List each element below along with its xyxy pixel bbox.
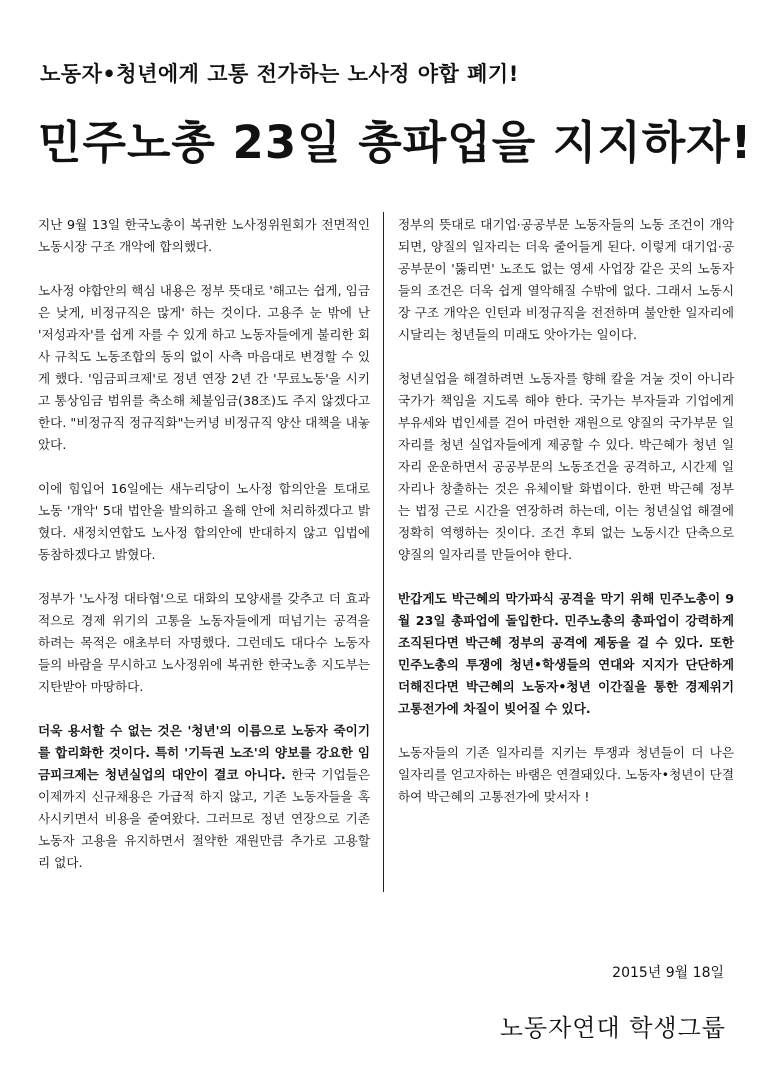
paragraph: 정부의 뜻대로 대기업·공공부문 노동자들의 노동 조건이 개악되면, 양질의 일자리는 더욱 줄어들게 된다. 이렇게 대기업·공공부문이 '뚫리면' 노조도 없는 영세 사업장 같은 곳의 노동자들의 조건은 더욱 쉽게 열악해질 수밖에 없다. 그래서 노동시장 구조 개악은 인턴과 비정규직을 전전하며 불안한 일자리에 시달리는 청년들의 미래도 앗아가는 일이다.	[398, 217, 734, 342]
bold-text: 더욱 용서할 수 없는 것은 '청년'의 이름으로 노동자 죽이기를 합리화한 것이다. 특히 '기득권 노조'의 양보를 강요한 임금피크제는 청년실업의 대안이 결코 아니다.	[38, 723, 370, 782]
paragraph	[38, 720, 370, 874]
paragraph: 노동자들의 기존 일자리를 지키는 투쟁과 청년들이 더 나은 일자리를 얻고자하는 바램은 연결돼있다. 노동자•청년이 단결하여 박근혜의 고통전가에 맞서자 !	[398, 745, 734, 804]
paragraph: 청년실업을 해결하려면 노동자를 향해 칼을 겨눌 것이 아니라 국가가 책임을 지도록 해야 한다. 국가는 부자들과 기업에게 부유세와 법인세를 걷어 마련한 재원으로 양질의 국가부문 일자리를 청년 실업자들에게 제공할 수 있다. 박근혜가 청년 일자리 운운하면서 공공부문의 노동조건을 공격하고, 시간제 일자리나 창출하는 것은 유체이탈 화법이다. 한편 박근혜 정부는 법정 근로 시간을 연장하려 하는데, 이는 청년실업 해결에 정확히 역행하는 짓이다. 조건 후퇴 없는 노동시간 단축으로 양질의 일자리를 만들어야 한다.	[398, 371, 734, 562]
paragraph: 정부가 '노사정 대타협'으로 대화의 모양새를 갖추고 더 효과적으로 경제 위기의 고통을 노동자들에게 떠넘기는 공격을 하려는 목적은 애초부터 자명했다. 그런데도 대다수 노동자들의 바람을 무시하고 노사정위에 복귀한 한국노총 지도부는 지탄받아 마땅하다.	[38, 591, 370, 694]
column-divider	[383, 212, 384, 892]
left-column	[38, 214, 370, 896]
paragraph: 노사정 야합안의 핵심 내용은 정부 뜻대로 '해고는 쉽게, 임금은 낮게, 비정규직은 많게' 하는 것이다. 고용주 눈 밖에 난 '저성과자'를 쉽게 자를 수 있게 하고 노동자들에게 불리한 회사 규칙도 노동조합의 동의 없이 사측 마음대로 변경할 수 있게 했다. '임금피크제'로 정년 연장 2년 간 '무료노동'을 시키고 통상임금 범위를 축소해 체불임금(38조)도 주지 않겠다고 한다. "비정규직 정규직화"는커녕 비정규직 양산 대책을 내놓았다.	[38, 283, 370, 452]
right-column	[398, 214, 734, 830]
paragraph: 이에 힘입어 16일에는 새누리당이 노사정 합의안을 토대로 노동 '개악' 5대 법안을 발의하고 올해 안에 처리하겠다고 밝혔다. 새정치연합도 노사정 합의안에 반대하지 않고 입법에 동참하겠다고 밝혔다.	[38, 481, 370, 562]
signature: 노동자연대 학생그룹	[499, 1014, 726, 1042]
paragraph: 반갑게도 박근혜의 막가파식 공격을 막기 위해 민주노총이 9월 23일 총파업에 돌입한다. 민주노총의 총파업이 강력하게 조직된다면 박근혜 정부의 공격에 제동을 걸 수 있다. 또한 민주노총의 투쟁에 청년•학생들의 연대와 지지가 단단하게 더해진다면 박근혜의 노동자•청년 이간질을 통한 경제위기 고통전가에 차질이 빚어질 수 있다.	[398, 591, 734, 716]
page-title: 민주노총 23일 총파업을 지지하자!	[38, 116, 753, 169]
subtitle: 노동자•청년에게 고통 전가하는 노사정 야합 폐기!	[40, 62, 519, 86]
paragraph-text: 한국 기업들은 이제까지 신규채용은 가급적 하지 않고, 기존 노동자들을 혹사시키면서 비용을 줄여왔다. 그러므로 정년 연장으로 기존 노동자 고용을 유지하면서 절약한 재원만큼 추가로 고용할 리 없다.	[38, 767, 370, 870]
date: 2015년 9월 18일	[612, 965, 724, 981]
paragraph: 지난 9월 13일 한국노총이 복귀한 노사정위원회가 전면적인 노동시장 구조 개악에 합의했다.	[38, 217, 370, 254]
